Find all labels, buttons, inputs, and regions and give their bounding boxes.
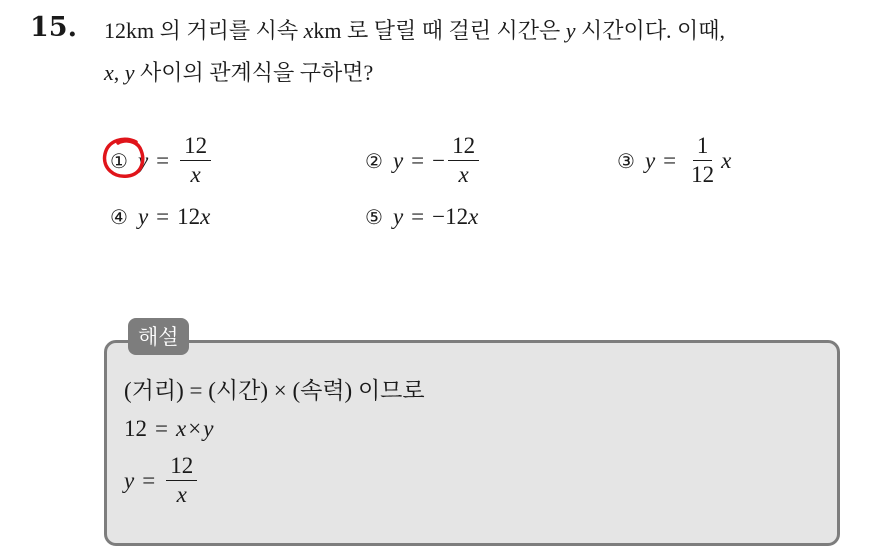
choice-1[interactable]: ① y = $\frac{12}{x}$	[110, 134, 214, 187]
choice-2[interactable]: ② y = − $\frac{12}{x}$	[365, 134, 482, 187]
fraction: $\frac{12}{x}$	[180, 134, 211, 187]
fraction: $\frac{1}{12}$	[691, 133, 715, 188]
choice-number: ②	[365, 148, 383, 173]
choice-number: ⑤	[365, 205, 383, 229]
fraction: $\frac{12}{x}$	[448, 134, 479, 187]
choice-number: ④	[110, 205, 128, 229]
solution-line3: y = $\frac{12}{x}$	[124, 454, 200, 507]
choice-3[interactable]: ③ y = $\frac{1}{12}$ x	[617, 133, 732, 188]
choice-number: ①	[110, 148, 128, 173]
choice-4[interactable]: ④ y = 12 x	[110, 204, 211, 229]
solution-box	[104, 340, 840, 546]
choice-5[interactable]: ⑤ y = −12 x	[365, 204, 479, 229]
solution-line1: (거리) = (시간) × (속력) 이므로	[124, 378, 425, 403]
fraction: $\frac{12}{x}$	[166, 454, 197, 507]
question-text-line1: 12km 의 거리를 시속 xkm 로 달릴 때 걸린 시간은 y 시간이다. 이때,	[104, 18, 726, 43]
solution-line2: 12 = x × y	[124, 416, 214, 441]
question-text-line2: x, y 사이의 관계식을 구하면?	[104, 60, 374, 85]
question-number: 15.	[30, 12, 77, 43]
solution-tab-label: 해설	[128, 318, 189, 355]
choice-number: ③	[617, 148, 635, 173]
selected-answer-mark-icon	[100, 136, 150, 180]
